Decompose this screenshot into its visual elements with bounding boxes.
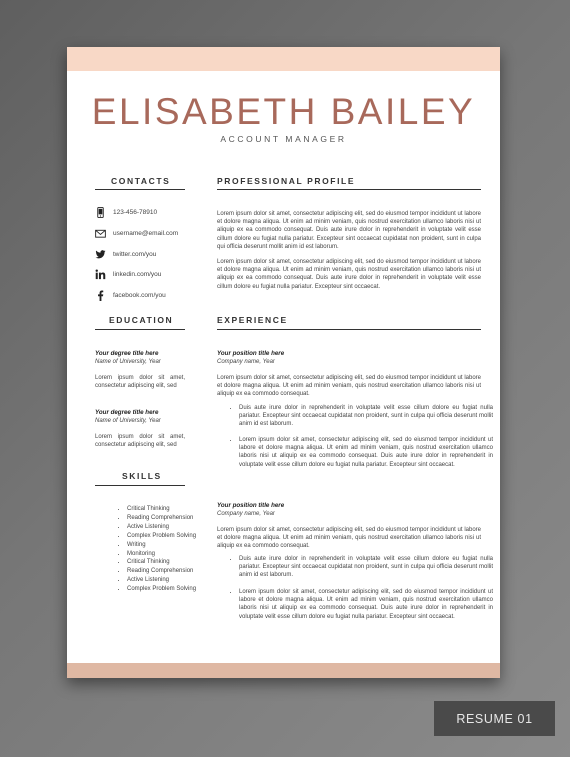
profile-paragraph: Lorem ipsum dolor sit amet, consectetur adipiscing elit, sed do eiusmod tempor incididunt ut labore et dolore magna aliqua. Ut enim ad minim veniam, quis nostrud exercitation ullamco laboris nisi ut aliquip ex ea commodo consequat. Duis aute irure dolor in reprehenderit in voluptate velit esse cillum dolore eu fugiat nulla pariatur. Excepteur sint occaecat cupidatat non proident, sunt in culpa qui officia deserunt mollit anim id est laborum. bbox=[217, 211, 481, 250]
education-degree: Your degree title here bbox=[95, 350, 159, 357]
skill-item: • Monitoring bbox=[127, 550, 207, 559]
job-bullets bbox=[227, 555, 493, 580]
job-summary: Lorem ipsum dolor sit amet, consectetur adipiscing elit, sed do eiusmod tempor incididunt ut labore et dolore magna aliqua. Ut enim ad minim veniam, quis nostrud exercitation ullamco laboris nisi ut aliquip ex ea commodo consequat. bbox=[217, 527, 481, 550]
job-bullet: • Duis aute irure dolor in reprehenderit in voluptate velit esse cillum dolore eu fugiat nulla pariatur. Excepteur sint occaecat cupidatat non proident, sunt in culpa qui officia deserunt mollit anim id est laborum. bbox=[239, 404, 493, 429]
bottom-accent-band bbox=[67, 663, 500, 678]
contact-linkedin bbox=[95, 268, 161, 280]
skill-item: • Active Listening bbox=[127, 576, 207, 585]
skill-item: • Reading Comprehension bbox=[127, 514, 207, 523]
job-title: Your position title here bbox=[217, 350, 285, 357]
resume-job-title: ACCOUNT MANAGER bbox=[220, 134, 347, 144]
job-bullet: • Lorem ipsum dolor sit amet, consectetur adipiscing elit, sed do eiusmod tempor incididunt ut labore et dolore magna aliqua. Ut enim ad minim veniam, quis nostrud exercitation ullamco laboris nisi ut aliquip ex ea commodo consequat. Duis aute irure dolor in reprehenderit in voluptate velit esse cillum dolore eu fugiat nulla pariatur. Excepteur sint occaecat. bbox=[239, 588, 493, 621]
job-bullet: • Lorem ipsum dolor sit amet, consectetur adipiscing elit, sed do eiusmod tempor incididunt ut labore et dolore magna aliqua. Ut enim ad minim veniam, quis nostrud exercitation ullamco laboris nisi ut aliquip ex ea commodo consequat. Duis aute irure dolor in reprehenderit in voluptate velit esse cillum dolore eu fugiat nulla pariatur. Excepteur sint occaecat. bbox=[239, 436, 493, 469]
education-description: Lorem ipsum dolor sit amet, consectetur adipiscing elit, sed bbox=[95, 375, 185, 389]
profile-paragraph: Lorem ipsum dolor sit amet, consectetur adipiscing elit, sed do eiusmod tempor incididunt ut labore et dolore magna aliqua. Ut enim ad minim veniam, quis nostrud exercitation ullamco laboris nisi ut aliquip ex ea commodo consequat. Duis aute irure dolor in reprehenderit in voluptate velit esse cillum dolore eu fugiat nulla pariatur. Excepteur sint occaecat. bbox=[217, 259, 481, 290]
job-summary: Lorem ipsum dolor sit amet, consectetur adipiscing elit, sed do eiusmod tempor incididunt ut labore et dolore magna aliqua. Ut enim ad minim veniam, quis nostrud exercitation ullamco laboris nisi ut aliquip ex ea commodo consequat. bbox=[217, 375, 481, 398]
contact-linkedin-text: linkedin.com/you bbox=[113, 270, 162, 278]
skills-heading: SKILLS bbox=[122, 471, 162, 481]
skill-item: • Reading Comprehension bbox=[127, 567, 207, 576]
linkedin-icon bbox=[95, 269, 106, 280]
contact-twitter-text: twitter.com/you bbox=[113, 250, 157, 258]
resume-template-badge bbox=[434, 701, 555, 736]
job-company: Company name, Year bbox=[217, 511, 275, 517]
contact-phone-text: 123-456-78910 bbox=[113, 208, 158, 216]
education-divider bbox=[95, 329, 185, 330]
facebook-icon bbox=[95, 290, 106, 301]
contact-facebook-text: facebook.com/you bbox=[113, 291, 166, 299]
contact-email bbox=[95, 227, 178, 239]
skill-item: • Writing bbox=[127, 541, 207, 550]
education-heading: EDUCATION bbox=[109, 315, 174, 325]
skill-item: • Active Listening bbox=[127, 523, 207, 532]
contacts-divider bbox=[95, 189, 185, 190]
contacts-heading: CONTACTS bbox=[111, 176, 171, 186]
envelope-icon bbox=[95, 228, 106, 239]
education-description: Lorem ipsum dolor sit amet, consectetur adipiscing elit, sed bbox=[95, 434, 185, 448]
skill-item: • Critical Thinking bbox=[127, 505, 207, 514]
experience-heading: EXPERIENCE bbox=[217, 315, 288, 325]
job-bullets bbox=[227, 404, 493, 429]
skill-item: • Critical Thinking bbox=[127, 558, 207, 567]
job-title: Your position title here bbox=[217, 502, 285, 509]
skill-item: • Complex Problem Solving bbox=[127, 532, 207, 541]
experience-divider bbox=[217, 329, 481, 330]
education-school: Name of University, Year bbox=[95, 418, 161, 424]
phone-icon bbox=[95, 207, 106, 218]
job-bullet: • Duis aute irure dolor in reprehenderit in voluptate velit esse cillum dolore eu fugiat nulla pariatur. Excepteur sint occaecat cupidatat non proident, sunt in culpa qui officia deserunt mollit anim id est laborum. bbox=[239, 555, 493, 580]
resume-page bbox=[67, 47, 500, 678]
job-bullets bbox=[227, 436, 493, 469]
skill-item: • Complex Problem Solving bbox=[127, 585, 207, 594]
job-bullets bbox=[227, 588, 493, 621]
contact-facebook bbox=[95, 289, 166, 301]
contact-email-text: username@email.com bbox=[113, 229, 179, 237]
profile-divider bbox=[217, 189, 481, 190]
education-degree: Your degree title here bbox=[95, 409, 159, 416]
skills-list bbox=[115, 505, 207, 594]
contact-phone bbox=[95, 206, 157, 218]
job-company: Company name, Year bbox=[217, 359, 275, 365]
badge-label: RESUME 01 bbox=[456, 711, 533, 726]
profile-heading: PROFESSIONAL PROFILE bbox=[217, 176, 356, 186]
education-school: Name of University, Year bbox=[95, 359, 161, 365]
twitter-icon bbox=[95, 249, 106, 260]
resume-name: ELISABETH BAILEY bbox=[91, 91, 476, 132]
skills-divider bbox=[95, 485, 185, 486]
top-accent-band bbox=[67, 47, 500, 71]
contact-twitter bbox=[95, 248, 156, 260]
